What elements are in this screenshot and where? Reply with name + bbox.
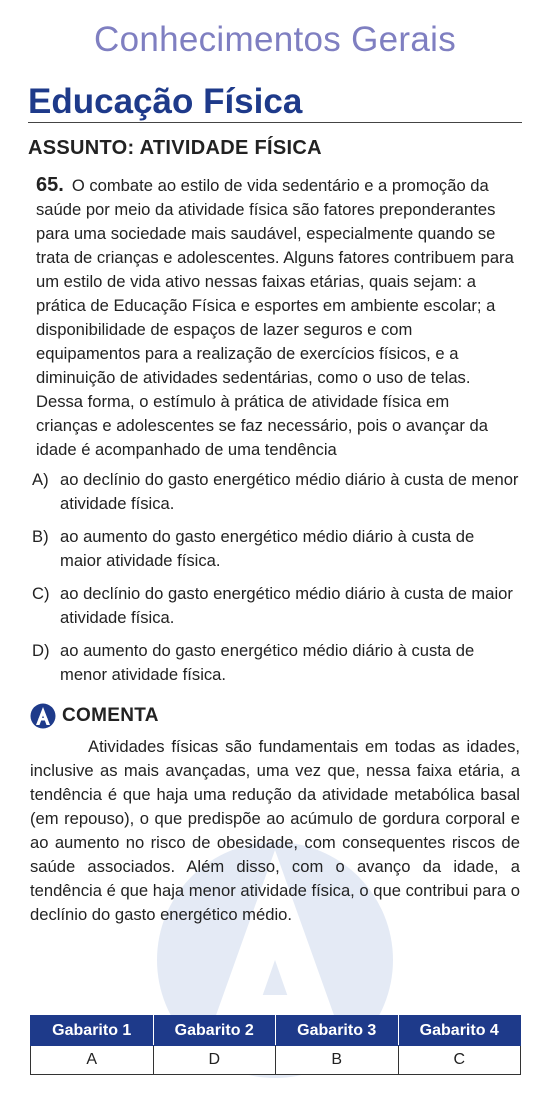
answer-key-value: C <box>398 1046 521 1075</box>
option-text: ao declínio do gasto energético médio diário à custa de maior atividade física. <box>60 584 513 627</box>
option-b[interactable] <box>32 525 520 573</box>
option-letter: D) <box>32 641 50 660</box>
discipline-title: Educação Física <box>28 82 303 121</box>
option-letter: B) <box>32 527 49 546</box>
answer-key-value: B <box>276 1046 399 1075</box>
answer-key-header: Gabarito 2 <box>153 1016 276 1046</box>
answer-key-table <box>30 1015 521 1075</box>
question-statement <box>36 173 514 462</box>
answer-key-row <box>31 1046 521 1075</box>
letter-a-circle-icon <box>30 703 56 729</box>
answer-key-value: D <box>153 1046 276 1075</box>
option-text: ao declínio do gasto energético médio diário à custa de menor atividade física. <box>60 470 519 513</box>
subject-title: Conhecimentos Gerais <box>94 20 456 59</box>
option-d[interactable] <box>32 639 520 687</box>
option-letter: C) <box>32 584 50 603</box>
answer-key-value: A <box>31 1046 154 1075</box>
option-letter: A) <box>32 470 49 489</box>
answer-key-header: Gabarito 3 <box>276 1016 399 1046</box>
option-c[interactable] <box>32 582 520 630</box>
answer-key-header: Gabarito 4 <box>398 1016 521 1046</box>
comment-header <box>30 701 550 731</box>
comment-label: COMENTA <box>62 705 159 726</box>
options-list <box>32 468 520 687</box>
answer-key-header-row <box>31 1016 521 1046</box>
option-text: ao aumento do gasto energético médio diário à custa de menor atividade física. <box>60 641 475 684</box>
comment-text: Atividades físicas são fundamentais em todas as idades, inclusive as mais avançadas, uma vez que, nessa faixa etária, a tendência é que haja uma redução da atividade metabólica basal (em repouso), o que predispõe ao acúmulo de gordura corporal e ao aumento no risco de obesidade, com consequentes riscos de saúde associados. Além disso, com o avanço da idade, a tendência é que haja menor atividade física, o que contribui para o declínio do gasto energético médio. <box>30 737 520 924</box>
topic-heading: ASSUNTO: ATIVIDADE FÍSICA <box>28 137 322 159</box>
option-text: ao aumento do gasto energético médio diário à custa de maior atividade física. <box>60 527 475 570</box>
question-text: O combate ao estilo de vida sedentário e a promoção da saúde por meio da atividade física são fatores preponderantes para uma sociedade mais saudável, especialmente quando se trata de crianças e adolescentes. Alguns fatores contribuem para um estilo de vida ativo nessas faixas etárias, quais sejam: a prática de Educação Física e esportes em ambiente escolar; a disponibilidade de espaços de lazer seguros e com equipamentos para a realização de exercícios físicos, e a diminuição de atividades sedentárias, como o uso de telas. Dessa forma, o estímulo à prática de atividade física em crianças e adolescentes se faz necessário, pois o avançar da idade é acompanhado de uma tendência <box>36 176 514 459</box>
option-a[interactable] <box>32 468 520 516</box>
question-number: 65. <box>36 174 64 196</box>
answer-key-header: Gabarito 1 <box>31 1016 154 1046</box>
